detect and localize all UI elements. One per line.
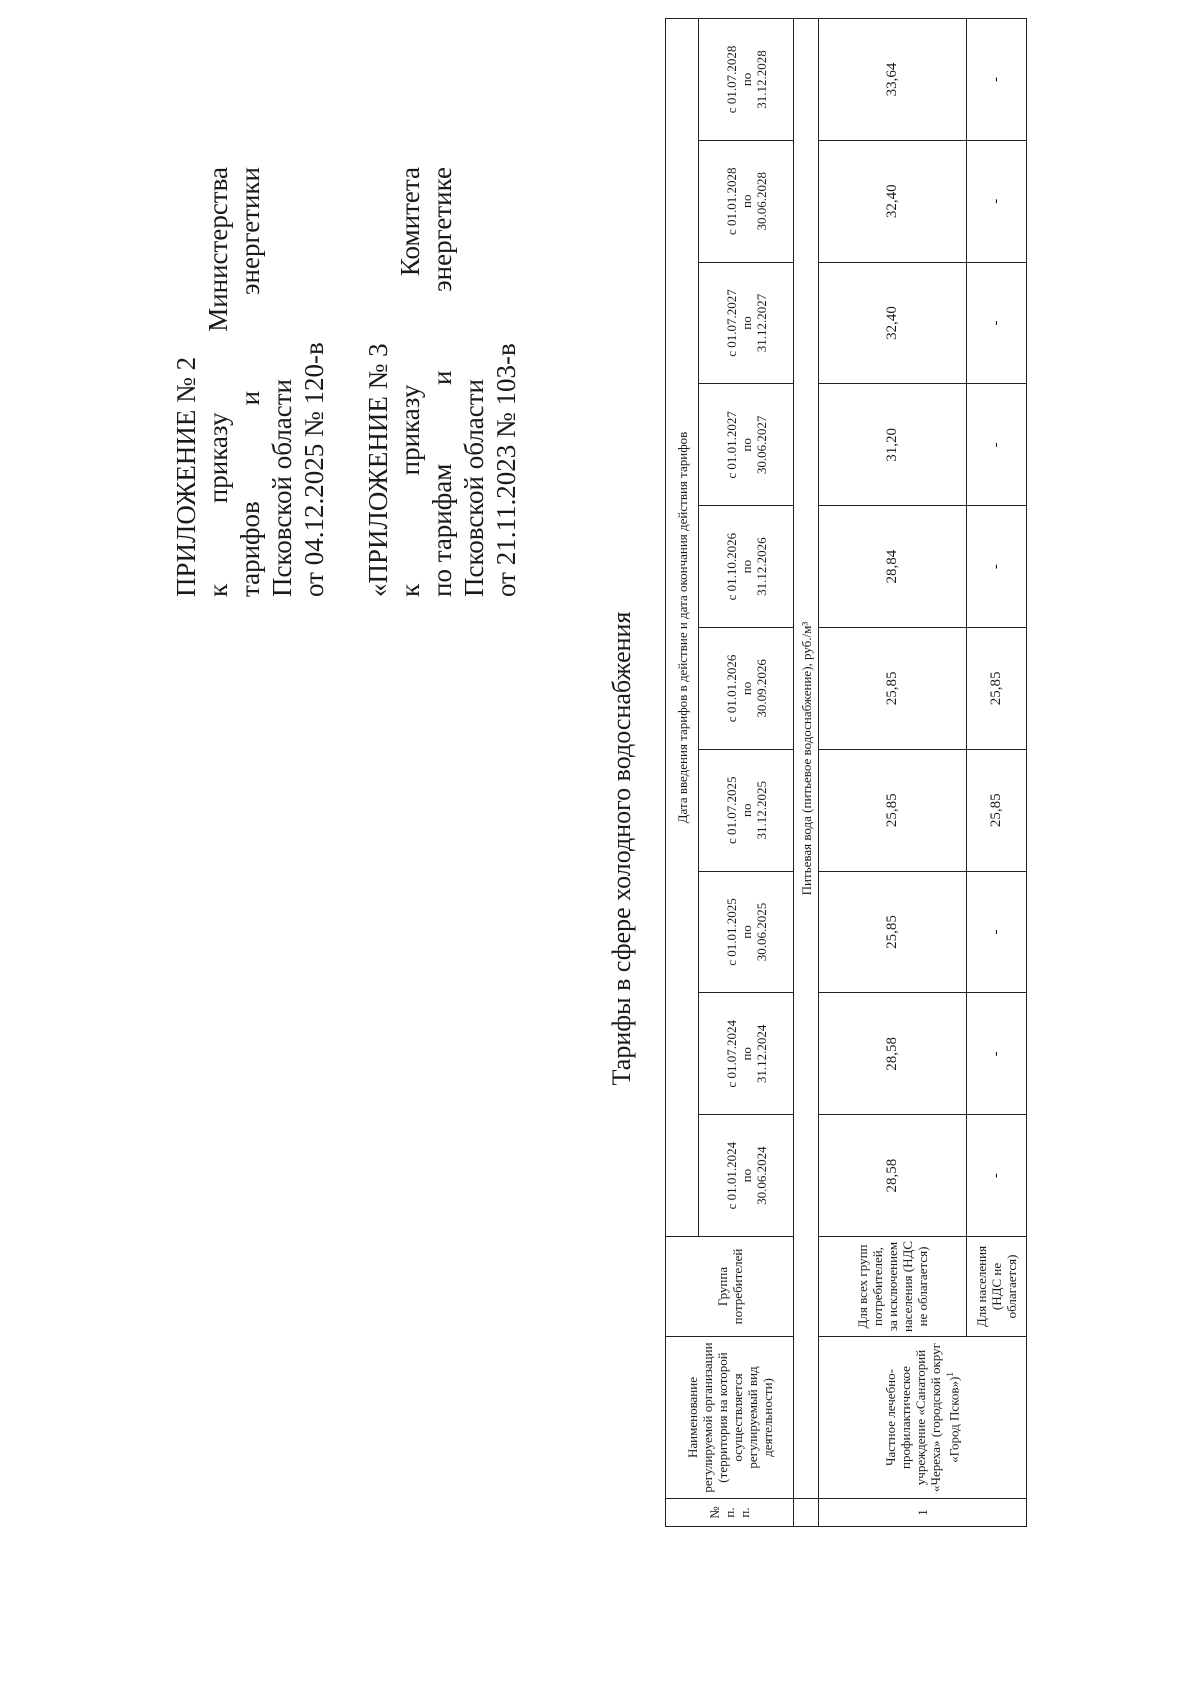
tariff-value: 31,20 [819, 384, 967, 506]
appendix3-line3: Псковской области [459, 378, 489, 597]
group-cell: Для населения (НДС не облагается) [967, 1237, 1027, 1337]
tariff-value: - [967, 262, 1027, 384]
section-row [794, 19, 819, 1527]
section-label: Питьевая вода (питьевое водоснабжение), руб./м³ [794, 19, 819, 1499]
row-number: 1 [819, 1499, 1027, 1527]
table-header-row [666, 19, 699, 1527]
period-header: с 01.01.2028 по 30.06.2028 [699, 140, 794, 262]
period-header: с 01.07.2028 по 31.12.2028 [699, 19, 794, 141]
period-header: с 01.01.2026 по 30.09.2026 [699, 628, 794, 750]
tariff-value: 25,85 [819, 628, 967, 750]
tariff-value: - [967, 1115, 1027, 1237]
appendix-header [170, 167, 522, 597]
appendix3-line4: от 21.11.2023 № 103-в [491, 343, 521, 597]
tariff-value: - [967, 384, 1027, 506]
col-header-organization: Наименование регулируемой организации (территория на которой осуществляется регулируемый вид деятельности) [666, 1337, 794, 1499]
appendix2-line2: тарифов и энергетики [235, 167, 265, 597]
tariff-value: 25,85 [819, 749, 967, 871]
group-cell: Для всех групп потребителей, за исключением населения (НДС не облагается) [819, 1237, 967, 1337]
period-header: с 01.07.2024 по 31.12.2024 [699, 993, 794, 1115]
period-header: с 01.10.2026 по 31.12.2026 [699, 506, 794, 628]
tariff-value: 25,85 [967, 749, 1027, 871]
period-header: с 01.07.2027 по 31.12.2027 [699, 262, 794, 384]
col-header-number: № п. п. [666, 1499, 794, 1527]
organization-cell: Частное лечебно-профилактическое учреждение «Санаторий «Череха» (городской округ «Город Псков»)$^1$ [819, 1337, 1027, 1499]
appendix3-title: «ПРИЛОЖЕНИЕ № 3 [363, 343, 393, 597]
appendix3-line1: к приказу Комитета [395, 167, 425, 597]
tariff-value: 28,84 [819, 506, 967, 628]
col-header-group: Группа потребителей [666, 1237, 794, 1337]
tariff-value: 32,40 [819, 262, 967, 384]
col-header-dates: Дата введения тарифов в действие и дата окончания действия тарифов [666, 19, 699, 1237]
tariff-value: - [967, 19, 1027, 141]
period-header: с 01.01.2024 по 30.06.2024 [699, 1115, 794, 1237]
tariff-value: 28,58 [819, 1115, 967, 1237]
period-header: с 01.01.2027 по 30.06.2027 [699, 384, 794, 506]
tariff-value: 28,58 [819, 993, 967, 1115]
appendix2-title: ПРИЛОЖЕНИЕ № 2 [171, 356, 201, 597]
footnote-marker: 1 [945, 1372, 956, 1377]
appendix2-line4: от 04.12.2025 № 120-в [299, 342, 329, 597]
tariff-value: 32,40 [819, 140, 967, 262]
period-header: с 01.01.2025 по 30.06.2025 [699, 871, 794, 993]
appendix3-line2: по тарифам и энергетике [427, 167, 457, 597]
tariff-value: - [967, 871, 1027, 993]
document-title: Тарифы в сфере холодного водоснабжения [607, 611, 636, 1086]
appendix2-line1: к приказу Министерства [203, 167, 233, 597]
tariff-table [665, 18, 1027, 1527]
tariff-value: - [967, 506, 1027, 628]
tariff-value: 25,85 [967, 628, 1027, 750]
table-row [967, 19, 1027, 1527]
tariff-value: - [967, 993, 1027, 1115]
table-row [819, 19, 967, 1527]
tariff-value: 25,85 [819, 871, 967, 993]
appendix2-line3: Псковской области [267, 378, 297, 597]
period-header: с 01.07.2025 по 31.12.2025 [699, 749, 794, 871]
tariff-value: - [967, 140, 1027, 262]
tariff-value: 33,64 [819, 19, 967, 141]
